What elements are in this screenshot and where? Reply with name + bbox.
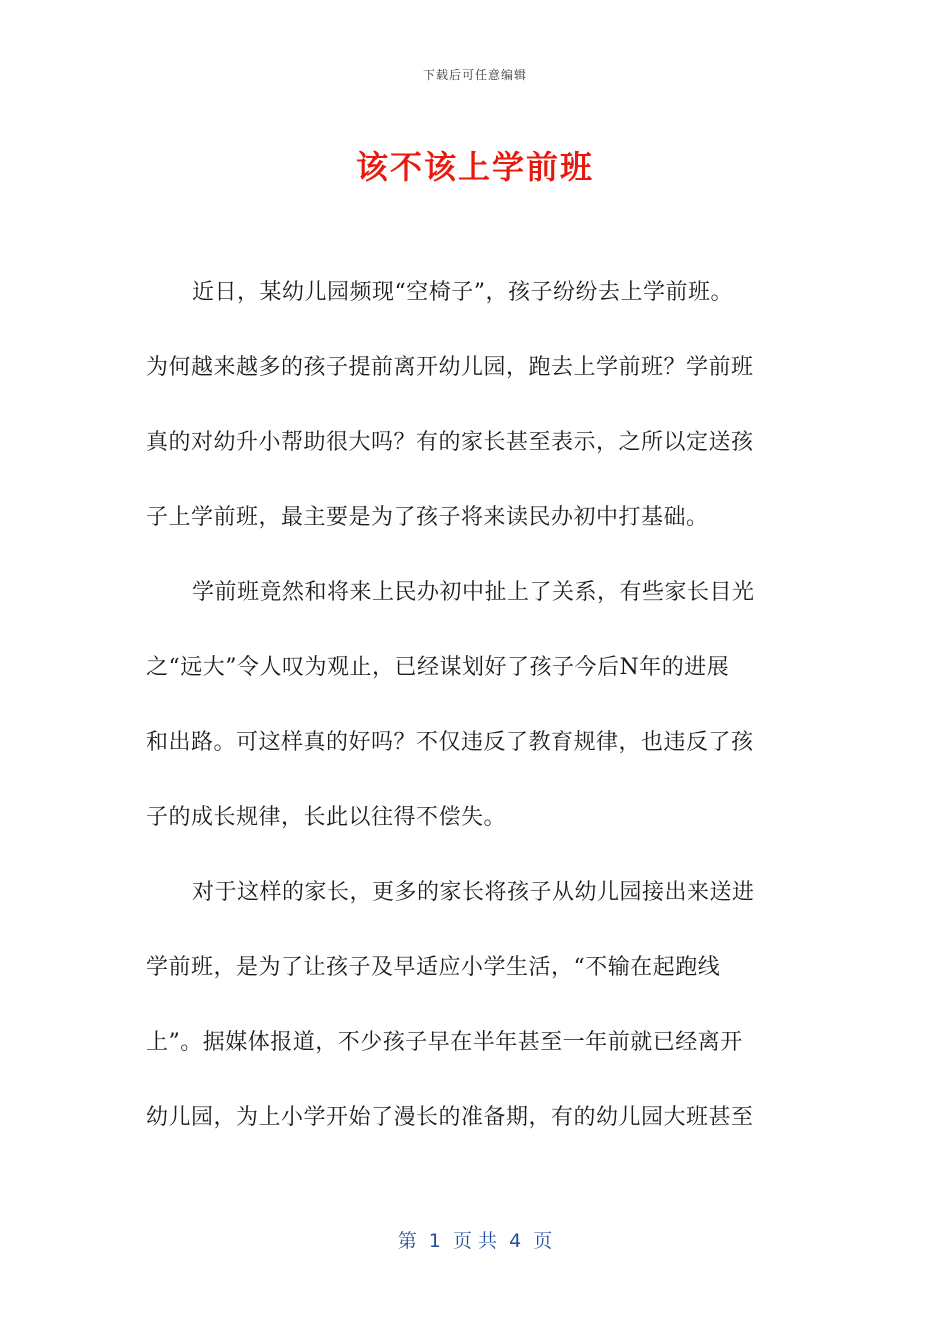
paragraph-2-line-4: 子的成长规律，长此以往得不偿失。 (146, 805, 507, 830)
paragraph-1-line-2: 为何越来越多的孩子提前离开幼儿园，跑去上学前班？学前班 (146, 355, 754, 380)
paragraph-3-line-3: 上”。据媒体报道，不少孩子早在半年甚至一年前就已经离开 (146, 1030, 743, 1055)
paragraph-2-line-3: 和出路。可这样真的好吗？不仅违反了教育规律，也违反了孩 (146, 730, 754, 755)
paragraph-1-line-4: 子上学前班，最主要是为了孩子将来读民办初中打基础。 (146, 505, 709, 530)
paragraph-2-line-2: 之“远大”令人叹为观止，已经谋划好了孩子今后N年的进展 (146, 655, 730, 680)
document-body (146, 255, 796, 1155)
header-note: 下载后可任意编辑 (422, 68, 527, 82)
paragraph-1-line-3: 真的对幼升小帮助很大吗？有的家长甚至表示，之所以定送孩 (146, 430, 754, 455)
paragraph-3-line-4: 幼儿园，为上小学开始了漫长的准备期，有的幼儿园大班甚至 (146, 1105, 754, 1130)
page-number-footer: 第 1 页 共 4 页 (397, 1230, 553, 1252)
paragraph-3-line-1: 对于这样的家长，更多的家长将孩子从幼儿园接出来送进 (192, 880, 755, 905)
paragraph-3-line-2: 学前班，是为了让孩子及早适应小学生活，“不输在起跑线 (146, 955, 721, 980)
paragraph-1-line-1: 近日，某幼儿园频现“空椅子”，孩子纷纷去上学前班。 (192, 280, 733, 305)
document-title: 该不该上学前班 (355, 148, 594, 186)
paragraph-2-line-1: 学前班竟然和将来上民办初中扯上了关系，有些家长目光 (192, 580, 755, 605)
